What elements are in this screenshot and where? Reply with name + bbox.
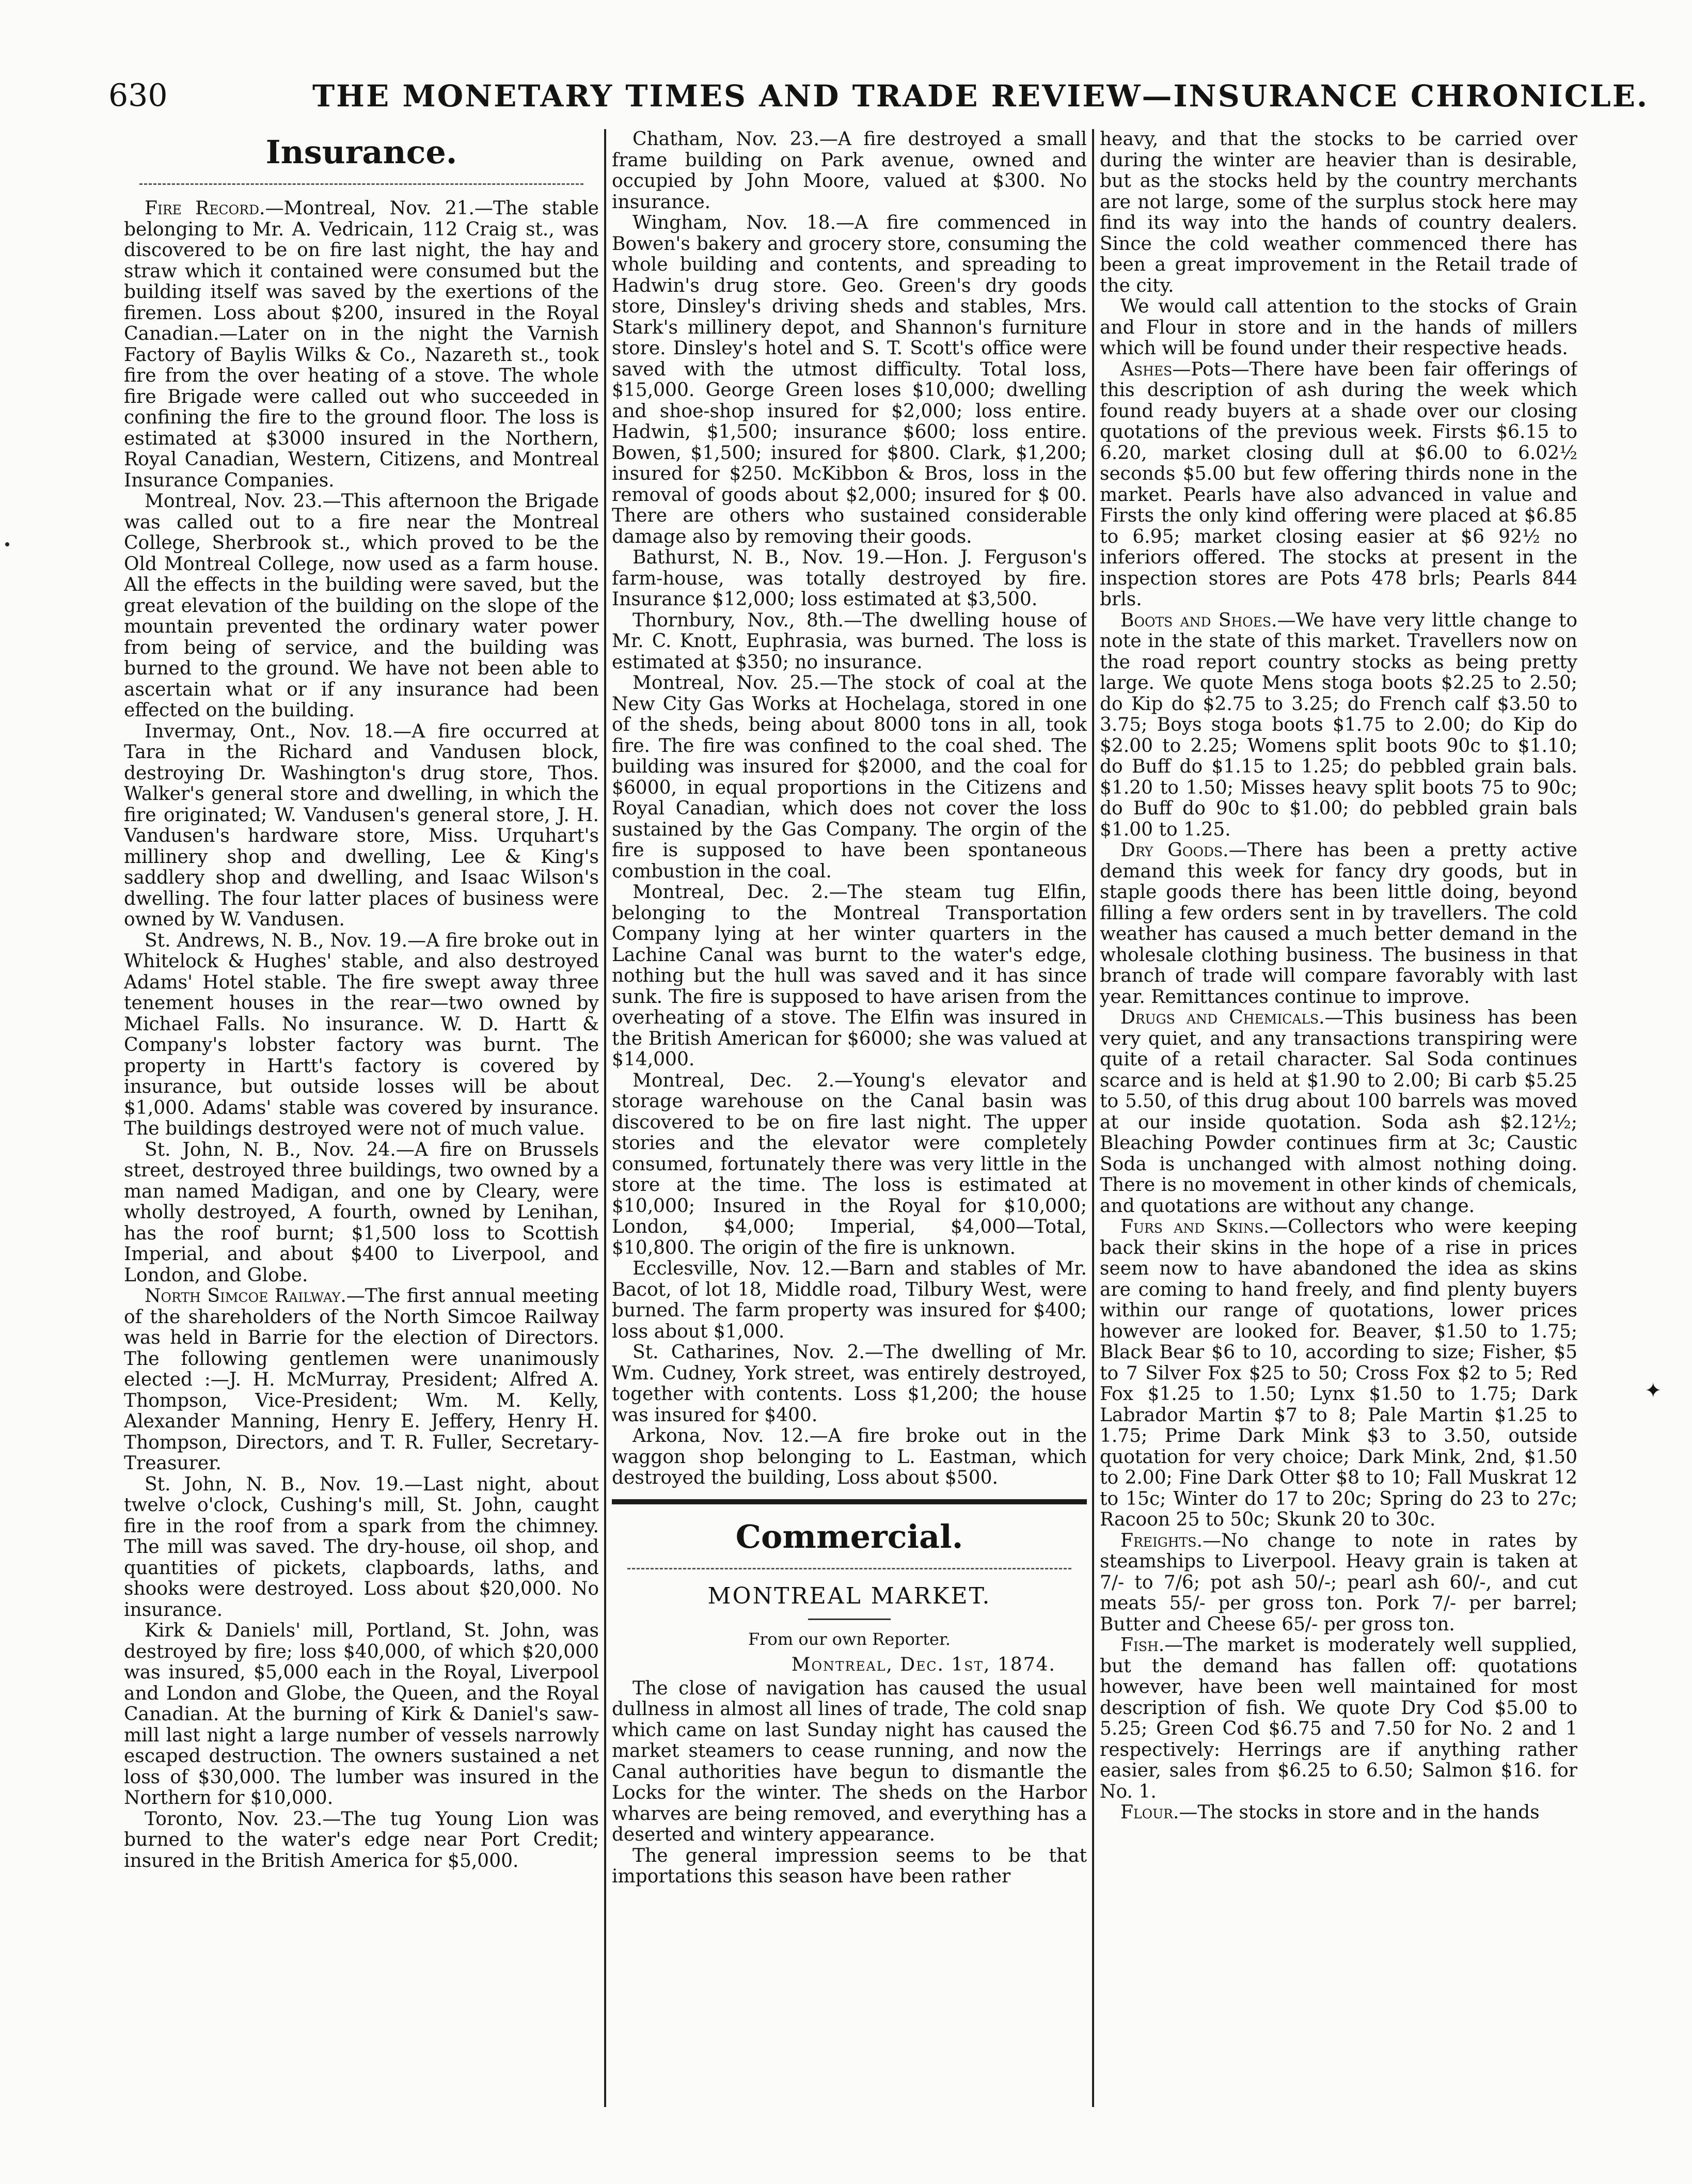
article-paragraph: [612, 129, 1087, 213]
article-paragraph: [612, 1259, 1087, 1342]
paragraph-lead: Furs and Skins.: [1120, 1216, 1270, 1237]
column-divider: [604, 129, 606, 2107]
page-number: 630: [108, 77, 168, 114]
paragraph-text: Toronto, Nov. 23.—The tug Young Lion was burned to the water's edge near Port Credit; insured in the British America for $5,000.: [124, 1808, 599, 1872]
column-1: [124, 129, 599, 2107]
article-paragraph: [612, 1426, 1087, 1489]
article-paragraph: [1100, 1008, 1577, 1217]
article-paragraph: [124, 198, 599, 491]
column-3: [1100, 129, 1577, 2107]
paragraph-text: Bathurst, N. B., Nov. 19.—Hon. J. Ferguson's farm-house, was totally destroyed by fire. Insurance $12,000; loss estimated at $3,500.: [612, 547, 1087, 610]
paragraph-text: —No change to note in rates by steamships to Liverpool. Heavy grain is taken at 7/- to 7/6; pot ash 50/-; pearl ash 60/-, and cut meats 55/- per gross ton. Pork 7/- per barrel; Butter and Cheese 65/- per gross ton.: [1100, 1530, 1577, 1635]
insurance-heading: Insurance.: [265, 133, 457, 171]
paragraph-lead: Ashes: [1120, 358, 1173, 380]
paragraph-text: Thornbury, Nov., 8th.—The dwelling house of Mr. C. Knott, Euphrasia, was burned. The loss is estimated at $350; no insurance.: [612, 609, 1087, 673]
paragraph-lead: Dry Goods.: [1120, 840, 1229, 861]
article-paragraph: [1100, 1531, 1577, 1636]
commercial-articles: [612, 1678, 1087, 1888]
paragraph-text: Ecclesville, Nov. 12.—Barn and stables of Mr. Bacot, of lot 18, Middle road, Tilbury West, were burned. The farm property was insured for $400; loss about $1,000.: [612, 1258, 1087, 1342]
commercial-articles-continued: [1100, 129, 1577, 1824]
paragraph-text: Arkona, Nov. 12.—A fire broke out in the waggon shop belonging to L. Eastman, which destroyed the building, Loss about $500.: [612, 1425, 1087, 1488]
paragraph-text: The general impression seems to be that importations this season have been rather: [612, 1845, 1087, 1887]
article-paragraph: [1100, 1217, 1577, 1531]
paragraph-text: The close of navigation has caused the usual dullness in almost all lines of trade, The cold snap which came on last Sunday night has caused the market steamers to cease running, and now the Canal authorities have begun to dismantle the Locks for the winter. The sheds on the Harbor wharves are being removed, and everything has a deserted and wintery appearance.: [612, 1677, 1087, 1845]
paragraph-text: St. Andrews, N. B., Nov. 19.—A fire broke out in Whitelock & Hughes' stable, and also destroyed Adams' Hotel stable. The fire swept away three tenement houses in the rear—two owned by Michael Falls. No insurance. W. D. Hartt & Company's lobster factory was burnt. The property in Hartt's factory is covered by insurance, but outside losses will be about $1,000. Adams' stable was covered by insurance. The buildings destroyed were not of much value.: [124, 930, 599, 1139]
article-paragraph: [1100, 1802, 1577, 1824]
heading-rule: [139, 176, 583, 185]
article-paragraph: [612, 610, 1087, 673]
article-paragraph: [124, 931, 599, 1140]
paragraph-text: Kirk & Daniels' mill, Portland, St. John, was destroyed by fire; loss $40,000, of which $20,000 was insured, $5,000 each in the Royal, Liverpool and London and Globe, the Queen, and the Royal Canadian. At the burning of Kirk & Daniel's saw-mill last night a large number of vessels narrowly escaped destruction. The owners sustained a net loss of $30,000. The lumber was insured in the Northern for $10,000.: [124, 1620, 599, 1809]
article-paragraph: [1100, 296, 1577, 359]
paragraph-text: heavy, and that the stocks to be carried over during the winter are heavier than is desirable, but as the stocks held by the country merchants are not large, some of the surplus stock here may find its way into the hands of country dealers. Since the cold weather commenced there has been a great improvement in the Retail trade of the city.: [1100, 129, 1577, 296]
paragraph-text: —The stocks in store and in the hands: [1179, 1802, 1540, 1823]
paragraph-text: Montreal, Nov. 25.—The stock of coal at the New City Gas Works at Hochelaga, stored in one of the sheds, being about 8000 tons in all, took fire. The fire was confined to the coal shed. The building was insured for $2000, and the coal for $6000, in equal proportions in the Citizens and Royal Canadian, which does not cover the loss sustained by the Gas Company. The orgin of the fire is supposed to have been spontaneous combustion in the coal.: [612, 672, 1087, 882]
section-divider: [612, 1499, 1087, 1504]
paragraph-lead: Fish.: [1120, 1635, 1165, 1656]
article-paragraph: [612, 673, 1087, 882]
paragraph-lead: Drugs and Chemicals.: [1120, 1007, 1325, 1028]
paragraph-text: —The market is moderately well supplied, but the demand has fallen off: quotations however, have been well maintained for most description of fish. We quote Dry Cod $5.00 to 5.25; Green Cod $6.75 and 7.50 for No. 2 and 1 respectively: Herrings are if anything rather easier, sales from $6.25 to 6.50; Salmon $16. for No. 1.: [1100, 1635, 1577, 1802]
article-paragraph: [612, 547, 1087, 610]
paragraph-text: Montreal, Dec. 2.—The steam tug Elfin, belonging to the Montreal Transportation Company lying at her winter quarters in the Lachine Canal was burnt to the water's edge, nothing but the hull was saved and it has since sunk. The fire is supposed to have arisen from the overheating of a stove. The Elfin was insured in the British American for $6000; she was valued at $14,000.: [612, 882, 1087, 1070]
paragraph-text: —The first annual meeting of the shareholders of the North Simcoe Railway was held in Barrie for the election of Directors. The following gentlemen were unanimously elected :—J. H. McMurray, President; Alfred A. Thompson, Vice-President; Wm. M. Kelly, Alexander Manning, Henry E. Jeffery, Henry H. Thompson, Directors, and T. R. Fuller, Secretary-Treasurer.: [124, 1285, 599, 1474]
paragraph-text: —Montreal, Nov. 21.—The stable belonging to Mr. A. Vedricain, 112 Craig st., was discovered to be on fire last night, the hay and straw which it contained were consumed but the building itself was saved by the exertions of the firemen. Loss about $200, insured in the Royal Canadian.—Later on in the night the Varnish Factory of Baylis Wilks & Co., Nazareth st., took fire from the over heating of a stove. The whole fire Brigade were called out who succeeded in confining the fire to the ground floor. The loss is estimated at $3000 insured in the Northern, Royal Canadian, Western, Citizens, and Montreal Insurance Companies.: [124, 198, 599, 491]
paragraph-text: Chatham, Nov. 23.—A fire destroyed a small frame building on Park avenue, owned and occupied by John Moore, valued at $300. No insurance.: [612, 129, 1087, 213]
insurance-articles-continued: [612, 129, 1087, 1489]
article-paragraph: [612, 1342, 1087, 1426]
article-paragraph: [124, 1621, 599, 1809]
paragraph-text: —This business has been very quiet, and any transactions transpiring were quite of a retail character. Sal Soda continues scarce and is held at $1.90 to 2.00; Bi carb $5.25 to 5.50, of this drug about 100 barrels was moved at our inside quotation. Soda ash $2.12½; Bleaching Powder continues firm at 3c; Caustic Soda is unchanged with almost nothing doing. There is no movement in other kinds of chemicals, and quotations are without any change.: [1100, 1007, 1577, 1217]
column-divider: [1092, 129, 1094, 2107]
article-paragraph: [1100, 1635, 1577, 1802]
dateline: Montreal, Dec. 1st, 1874.: [791, 1654, 1056, 1675]
paragraph-lead: Freights.: [1120, 1530, 1203, 1551]
article-paragraph: [612, 213, 1087, 547]
paragraph-text: We would call attention to the stocks of Grain and Flour in store and in the hands of millers which will be found under their respective heads.: [1100, 296, 1577, 359]
article-paragraph: [124, 1286, 599, 1474]
paragraph-text: —There has been a pretty active demand this week for fancy dry goods, but in staple goods there has been little doing, beyond filling a few orders sent in by travellers. The cold weather has caused a much better demand in the wholesale clothing business. The business in that branch of trade will compare favorably with last year. Remittances continue to improve.: [1100, 840, 1577, 1008]
paragraph-text: Montreal, Dec. 2.—Young's elevator and storage warehouse on the Canal basin was discovered to be on fire last night. The upper stories and the elevator were completely consumed, fortunately there was very little in the store at the time. The loss is estimated at $10,000; Insured in the Royal for $10,000; London, $4,000; Imperial, $4,000—Total, $10,800. The origin of the fire is unknown.: [612, 1070, 1087, 1259]
paragraph-lead: Boots and Shoes.: [1120, 609, 1277, 631]
article-paragraph: [612, 882, 1087, 1071]
article-paragraph: [1100, 610, 1577, 841]
page-title: THE MONETARY TIMES AND TRADE REVIEW—INSURANCE CHRONICLE.: [312, 78, 1649, 114]
article-paragraph: [1100, 840, 1577, 1008]
column-2: [612, 129, 1087, 2107]
heading-rule: [627, 1561, 1071, 1569]
article-paragraph: [612, 1846, 1087, 1888]
paragraph-text: —We have very little change to note in the state of this market. Travellers now on the road report country stocks as being pretty large. We quote Mens stoga boots $2.25 to 2.50; do Kip do $2.75 to 3.25; do French calf $3.50 to 3.75; Boys stoga boots $1.75 to 2.00; do Kip do $2.00 to 2.25; Womens split boots 90c to $1.10; do Buff do $1.15 to 1.25; do pebbled grain bals. $1.20 to 1.50; Misses heavy split boots 75 to 90c; do Buff do 90c to $1.00; do pebbled grain bals $1.00 to 1.25.: [1100, 609, 1577, 840]
article-paragraph: [612, 1071, 1087, 1259]
insurance-articles: [124, 198, 599, 1872]
article-paragraph: [124, 491, 599, 721]
paragraph-text: Invermay, Ont., Nov. 18.—A fire occurred at Tara in the Richard and Vandusen block, destroying Dr. Washington's drug store, Thos. Walker's general store and dwelling, in which the fire originated; W. Vandusen's general store, J. H. Vandusen's hardware store, Miss. Urquhart's millinery shop and dwelling, Lee & King's saddlery shop and dwelling, and Isaac Wilson's dwelling. The four latter places of business were owned by W. Vandusen.: [124, 720, 599, 930]
page-header: [77, 62, 1649, 124]
paragraph-text: St. John, N. B., Nov. 19.—Last night, about twelve o'clock, Cushing's mill, St. John, caught fire in the roof from a spark from the chimney. The mill was saved. The dry-house, oil shop, and quantities of pickets, clapboards, laths, and shooks were destroyed. Loss about $20,000. No insurance.: [124, 1473, 599, 1621]
paragraph-text: —Collectors who were keeping back their skins in the hope of a rise in prices seem now to have abandoned the idea as skins are coming to hand freely, and find plenty buyers within our range of quotations, lower prices however are looked for. Beaver, $1.50 to 1.75; Black Bear $6 to 10, according to size; Fisher, $5 to 7 Silver Fox $25 to 50; Cross Fox $2 to 5; Red Fox $1.25 to 1.50; Lynx $1.50 to 1.75; Dark Labrador Martin $7 to 8; Pale Martin $1.25 to 1.75; Prime Dark Mink $3 to 3.50, outside quotation for very choice; Dark Mink, 2nd, $1.50 to 2.00; Fine Dark Otter $8 to 10; Fall Muskrat 12 to 15c; Winter do 17 to 20c; Spring do 23 to 27c; Racoon 25 to 50c; Skunk 20 to 30c.: [1100, 1216, 1577, 1530]
paragraph-text: Montreal, Nov. 23.—This afternoon the Brigade was called out to a fire near the Montreal College, Sherbrook st., which proved to be the Old Montreal College, now used as a farm house. All the effects in the building were saved, but the great elevation of the building on the slope of the mountain prevented the ordinary water power from being of service, and the building was burned to the ground. We have not been able to ascertain what or if any insurance had been effected on the building.: [124, 491, 599, 721]
paragraph-lead: Fire Record.: [145, 198, 265, 219]
paragraph-text: —Pots—There have been fair offerings of this description of ash during the week which found ready buyers at a shade over our closing quotations of the previous week. Firsts $6.15 to 6.20, market closing dull at $6.00 to 6.02½ seconds $5.00 but few offering thirds none in the market. Pearls have also advanced in value and Firsts the only kind offering were placed at $6.85 to 6.95; market closing easier at $6 92½ no inferiors offered. The stocks at present in the inspection stores are Pots 478 brls; Pearls 844 brls.: [1100, 358, 1577, 610]
margin-mark: ✦: [1644, 1379, 1662, 1403]
reporter-line: From our own Reporter.: [748, 1629, 951, 1649]
article-paragraph: [124, 721, 599, 931]
paragraph-text: Wingham, Nov. 18.—A fire commenced in Bowen's bakery and grocery store, consuming the whole building and contents, and spreading to Hadwin's drug store. Geo. Green's dry goods store, Dinsley's driving sheds and stables, Mrs. Stark's millinery depot, and Shannon's furniture store. Dinsley's hotel and S. T. Scott's office were saved with the utmost difficulty. Total loss, $15,000. George Green loses $10,000; dwelling and shoe-shop insured for $2,000; loss entire. Hadwin, $1,500; insurance $600; loss entire. Bowen, $1,500; insured for $800. Clark, $1,200; insured for $250. McKibbon & Bros, loss in the removal of goods about $2,000; insured for $ 00. There are others who sustained considerable damage also by removing their goods.: [612, 212, 1087, 547]
paragraph-text: St. Catharines, Nov. 2.—The dwelling of Mr. Wm. Cudney, York street, was entirely destroyed, together with contents. Loss $1,200; the house was insured for $400.: [612, 1342, 1087, 1426]
paragraph-lead: North Simcoe Railway.: [145, 1285, 346, 1307]
margin-dot: [5, 542, 9, 546]
article-paragraph: [1100, 359, 1577, 610]
paragraph-text: St. John, N. B., Nov. 24.—A fire on Brussels street, destroyed three buildings, two owned by a man named Madigan, and one by Cleary, were wholly destroyed, A fourth, owned by Lenihan, has the roof burnt; $1,500 loss to Scottish Imperial, and about $400 to Liverpool, and London, and Globe.: [124, 1139, 599, 1286]
article-paragraph: [1100, 129, 1577, 296]
article-paragraph: [124, 1140, 599, 1286]
article-paragraph: [612, 1678, 1087, 1846]
article-paragraph: [124, 1474, 599, 1621]
paragraph-lead: Flour.: [1120, 1802, 1179, 1823]
article-paragraph: [124, 1809, 599, 1872]
market-subheading: MONTREAL MARKET.: [707, 1582, 991, 1609]
commercial-heading: Commercial.: [735, 1517, 963, 1555]
subheading-rule: [808, 1619, 891, 1620]
